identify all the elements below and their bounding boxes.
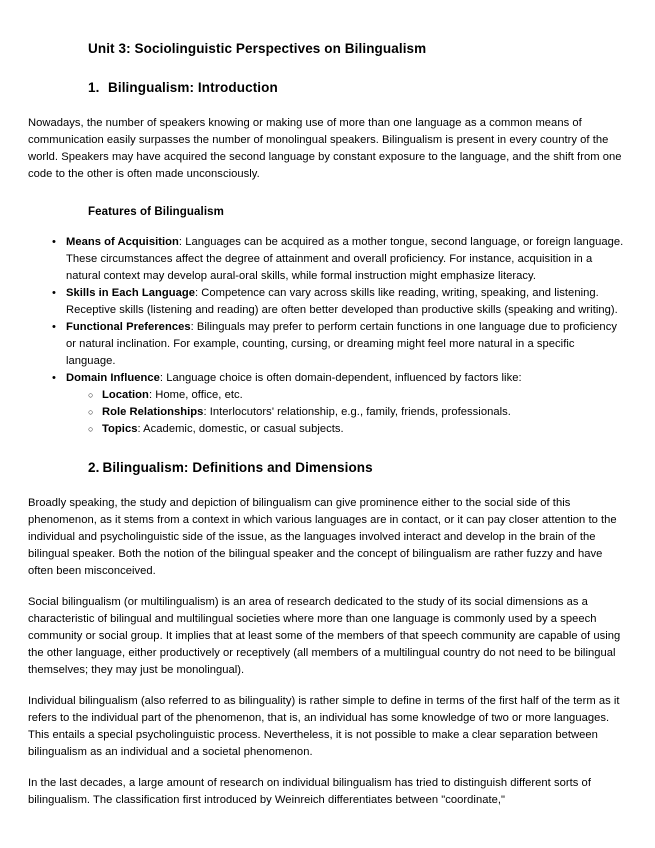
subitem-separator: : (137, 422, 144, 435)
subitem-text: Academic, domestic, or casual subjects. (143, 422, 344, 435)
section-title-2: Bilingualism: Definitions and Dimensions (102, 459, 373, 475)
list-item (28, 285, 625, 319)
list-item (28, 234, 625, 285)
subitem-label: Location (102, 388, 149, 401)
body-paragraph: In the last decades, a large amount of research on individual bilingualism has tried to distinguish different sorts of bilingualism. The classification first introduced by Weinreich differentiates between "coordinate," (28, 777, 591, 807)
page-title: Unit 3: Sociolinguistic Perspectives on Bilingualism (88, 41, 427, 56)
bullet-icon: • (52, 371, 56, 384)
feature-text: Bilinguals may prefer to perform certain functions in one language due to proficiency or natural inclination. For example, counting, cursing, or dreaming might feel more natural in a specific language. (66, 320, 617, 367)
feature-text: Competence can vary across skills like reading, writing, speaking, and listening. Receptive skills (listening and reading) are often better developed than productive skills (speaking and writing). (66, 286, 618, 316)
subitem-separator: : (203, 405, 210, 418)
feature-label: Domain Influence (66, 371, 160, 384)
features-list (28, 234, 625, 438)
feature-separator: : (195, 286, 202, 299)
subitem-label: Topics (102, 422, 138, 435)
section-title-1: Bilingualism: Introduction (108, 80, 278, 96)
list-item (66, 404, 625, 421)
circle-bullet-icon: ○ (88, 423, 94, 434)
bullet-icon: • (52, 320, 56, 333)
bullet-icon: • (52, 286, 56, 299)
list-item (66, 387, 625, 404)
body-paragraph: Social bilingualism (or multilingualism) is an area of research dedicated to the study of its social dimensions as a characteristic of bilingual and multilingual societies where more than one language is commonly used by a speech community or social group. It implies that at least some of the members of that speech community are capable of using the other language, either productively or receptively (all members of a multilingual country do not need to be bilingual themselves; they may just be monolingual). (28, 596, 621, 677)
circle-bullet-icon: ○ (88, 389, 94, 400)
body-paragraph: Individual bilingualism (also referred to as bilinguality) is rather simple to define in terms of the first half of the term as it refers to the individual part of the phenomenon, that is, an individual has some knowledge of two or more languages. This entails a special psycholinguistic process. Nevertheless, it is not possible to make a clear separation between bilingualism as an individual and a societal phenomenon. (28, 695, 620, 759)
features-subheading: Features of Bilingualism (88, 205, 224, 218)
section-heading-1 (88, 79, 625, 97)
subitem-text: Interlocutors' relationship, e.g., family, friends, professionals. (209, 405, 511, 418)
feature-label: Skills in Each Language (66, 286, 195, 299)
feature-separator: : (178, 235, 186, 248)
feature-text: Languages can be acquired as a mother tongue, second language, or foreign language. These circumstances affect the degree of attainment and overall proficiency. For instance, acquisition in a natural context may develop aural-oral skills, while formal instruction might emphasize literacy. (66, 235, 624, 282)
intro-paragraph: Nowadays, the number of speakers knowing or making use of more than one language as a common means of communication easily surpasses the number of monolingual speakers. Bilingualism is present in every country of the world. Speakers may have acquired the second language by constant exposure to the language, and the shift from one code to the other is often made unconsciously. (28, 117, 622, 181)
feature-label: Means of Acquisition (66, 235, 179, 248)
section-number-2: 2. (88, 459, 100, 475)
list-item (28, 370, 625, 438)
feature-separator: : (159, 371, 167, 384)
subitem-separator: : (148, 388, 156, 401)
section-heading-2 (88, 459, 625, 477)
feature-text: Language choice is often domain-dependent, influenced by factors like: (166, 371, 522, 384)
domain-influence-sublist (66, 387, 625, 438)
bullet-icon: • (52, 235, 56, 248)
list-item (66, 421, 625, 438)
list-item (28, 319, 625, 370)
circle-bullet-icon: ○ (88, 406, 94, 417)
body-paragraph: Broadly speaking, the study and depiction of bilingualism can give prominence either to the social side of this phenomenon, as it stems from a context in which various languages are in contact, or it can pay closer attention to the individual and psycholinguistic side of the issue, as the languages involved interact and develop in the brain of the bilingual speaker. Both the notion of the bilingual speaker and the concept of bilingualism are rather fuzzy and have often been misconceived. (28, 497, 617, 578)
feature-label: Functional Preferences (66, 320, 191, 333)
section-number-1: 1. (88, 80, 100, 96)
subitem-label: Role Relationships (102, 405, 204, 418)
subitem-text: Home, office, etc. (155, 388, 243, 401)
feature-separator: : (190, 320, 197, 333)
